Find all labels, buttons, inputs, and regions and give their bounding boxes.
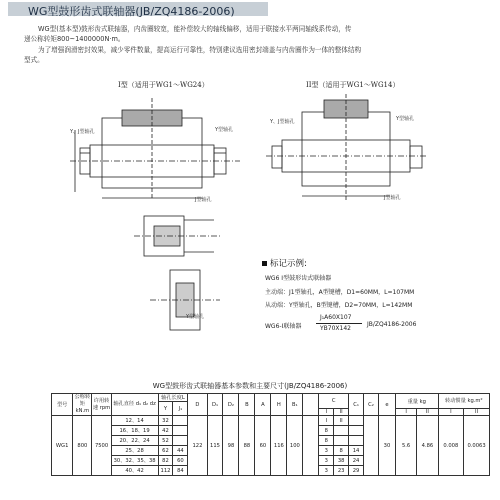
col-e: e bbox=[378, 394, 395, 416]
page-title: WG型鼓形齿式联轴器(JB/ZQ4186-2006) bbox=[28, 5, 235, 18]
example-line-1: WG6 I型鼓形齿式联轴器 bbox=[265, 275, 332, 282]
fraction-bar bbox=[316, 323, 362, 324]
intro-paragraph-2: 为了增强润滑密封效果，减少零件数量，提高运行可靠性，特别建议选用密封端盖与内齿圈作为一体的整体结构 bbox=[38, 46, 362, 54]
cell-bore: 40、42 bbox=[111, 466, 158, 476]
coupling-diagram-type-2 bbox=[262, 90, 432, 210]
cell-c-ii: 23 bbox=[334, 466, 349, 476]
cell-c-i: 3 bbox=[319, 446, 334, 456]
cell-y: 42 bbox=[158, 426, 173, 436]
cell-c1 bbox=[349, 416, 364, 426]
cell-y: 32 bbox=[158, 416, 173, 426]
cell-bore: 20、22、24 bbox=[111, 436, 158, 446]
cell-c-i: 8 bbox=[319, 436, 334, 446]
cell-c-i: 8 bbox=[319, 426, 334, 436]
cell-c-i: 3 bbox=[319, 456, 334, 466]
left-label-j: J型轴孔 bbox=[195, 197, 212, 203]
cell-c-ii: II bbox=[334, 416, 349, 426]
col-weight-i: I bbox=[395, 409, 416, 416]
example-formula-prefix: WG6-I联轴器 bbox=[265, 323, 302, 330]
cell-bore: 25、28 bbox=[111, 446, 158, 456]
col-speed: 许用转速 rpm bbox=[92, 394, 111, 416]
example-line-2: 主动端：J1型轴孔，A型键槽，D1=60MM，L=107MM bbox=[265, 289, 415, 296]
cell-c1 bbox=[349, 436, 364, 446]
col-B: B bbox=[239, 394, 255, 416]
cell-c-i: I bbox=[319, 416, 334, 426]
cell-j: 44 bbox=[173, 446, 188, 456]
cell-c-ii: 8 bbox=[334, 446, 349, 456]
spec-table bbox=[51, 393, 490, 476]
cell-y: 62 bbox=[158, 446, 173, 456]
col-inertia: 转动惯量 kg.m² bbox=[438, 394, 489, 409]
col-inertia-ii: II bbox=[464, 409, 490, 416]
col-D2: D₂ bbox=[223, 394, 239, 416]
col-inertia-i: I bbox=[438, 409, 464, 416]
col-A: A bbox=[255, 394, 271, 416]
cell-j bbox=[173, 416, 188, 426]
example-bullet bbox=[262, 261, 267, 266]
cell-j: 60 bbox=[173, 456, 188, 466]
example-formula-denominator: YB70X142 bbox=[320, 325, 351, 332]
col-c-ii: II bbox=[334, 409, 349, 416]
cell-A: 60 bbox=[255, 416, 271, 476]
cell-D2: 98 bbox=[223, 416, 239, 476]
cell-D1: 115 bbox=[207, 416, 223, 476]
cell-j: 84 bbox=[173, 466, 188, 476]
col-C: C bbox=[319, 394, 349, 409]
col-D1: D₁ bbox=[207, 394, 223, 416]
cell-bore: 12、14 bbox=[111, 416, 158, 426]
cell-c1: 14 bbox=[349, 446, 364, 456]
cell-inertia-i: 0.008 bbox=[438, 416, 464, 476]
right-label-j: J型轴孔 bbox=[384, 195, 401, 201]
cell-torque: 800 bbox=[73, 416, 92, 476]
cell-y: 52 bbox=[158, 436, 173, 446]
cell-e: 30 bbox=[378, 416, 395, 476]
col-torque: 公称转矩 kN.m bbox=[74, 394, 91, 414]
table-row bbox=[52, 416, 490, 426]
right-label-y: Y型轴孔 bbox=[396, 116, 415, 122]
cell-H: 116 bbox=[271, 416, 287, 476]
cell-model: WG1 bbox=[52, 416, 73, 476]
cell-B: 88 bbox=[239, 416, 255, 476]
cell-j bbox=[173, 426, 188, 436]
cell-c-ii bbox=[334, 436, 349, 446]
col-C2: C₂ bbox=[364, 394, 379, 416]
left-label-y2: Y型轴孔 bbox=[186, 314, 205, 320]
cell-c-i: 3 bbox=[319, 466, 334, 476]
cell-D: 122 bbox=[188, 416, 207, 476]
intro-paragraph-1-cont: 递公称转矩800~1400000N·m。 bbox=[24, 35, 125, 43]
coupling-diagram-type-1 bbox=[60, 90, 250, 205]
col-c-i: I bbox=[319, 409, 334, 416]
coupling-detail-j bbox=[130, 208, 225, 263]
cell-bore: 16、18、19 bbox=[111, 426, 158, 436]
example-formula-numerator: J₁A60X107 bbox=[320, 314, 352, 321]
col-length: 轴孔长度L bbox=[158, 394, 188, 402]
cell-c1: 29 bbox=[349, 466, 364, 476]
cell-y: 112 bbox=[158, 466, 173, 476]
col-bore: 轴孔直径 d₁ d₂ dz bbox=[111, 394, 158, 416]
cell-c2 bbox=[364, 416, 379, 476]
col-weight-ii: II bbox=[417, 409, 438, 416]
col-length-y: Y bbox=[158, 402, 173, 416]
coupling-detail-y bbox=[130, 265, 225, 340]
cell-weight-ii: 4.86 bbox=[417, 416, 438, 476]
example-formula-standard: JB/ZQ4186-2006 bbox=[367, 321, 417, 328]
cell-blank bbox=[303, 416, 319, 476]
right-label-yj: Y、J型轴孔 bbox=[270, 119, 295, 125]
cell-inertia-ii: 0.0063 bbox=[464, 416, 490, 476]
col-C1: C₁ bbox=[349, 394, 364, 416]
cell-c1: 24 bbox=[349, 456, 364, 466]
example-heading: 标记示例: bbox=[270, 259, 307, 269]
cell-c1 bbox=[349, 426, 364, 436]
cell-j bbox=[173, 436, 188, 446]
col-blank bbox=[303, 394, 319, 416]
intro-paragraph-1: WG型(基本型)鼓形齿式联轴器，内齿圈较宽，能补偿较大的轴线偏移，适用于联接水平两同轴线系传动，传 bbox=[38, 25, 352, 33]
col-weight: 重量 kg bbox=[395, 394, 438, 409]
cell-speed: 7500 bbox=[92, 416, 111, 476]
cell-weight-i: 5.6 bbox=[395, 416, 416, 476]
table-title: WG型鼓形齿式联轴器基本参数和主要尺寸(JB/ZQ4186-2006) bbox=[152, 382, 348, 390]
left-label-y: Y型轴孔 bbox=[215, 127, 234, 133]
cell-bore: 30、32、35、38 bbox=[111, 456, 158, 466]
diagram-left-title: I型（适用于WG1～WG24） bbox=[118, 81, 209, 89]
intro-paragraph-2-cont: 型式。 bbox=[24, 56, 44, 64]
col-H: H bbox=[271, 394, 287, 416]
left-label-yj: Y、J型轴孔 bbox=[70, 129, 95, 135]
col-model: 型号 bbox=[52, 394, 73, 416]
col-length-j: J₁ bbox=[173, 402, 188, 416]
col-D: D bbox=[188, 394, 207, 416]
cell-y: 82 bbox=[158, 456, 173, 466]
cell-B1: 100 bbox=[287, 416, 303, 476]
cell-c-ii bbox=[334, 426, 349, 436]
diagram-right-title: II型（适用于WG1～WG14） bbox=[306, 81, 400, 89]
example-line-3: 从动端：Y型轴孔，B型键槽，D2=70MM，L=142MM bbox=[265, 302, 413, 309]
cell-c-ii: 38 bbox=[334, 456, 349, 466]
col-B1: B₁ bbox=[287, 394, 303, 416]
